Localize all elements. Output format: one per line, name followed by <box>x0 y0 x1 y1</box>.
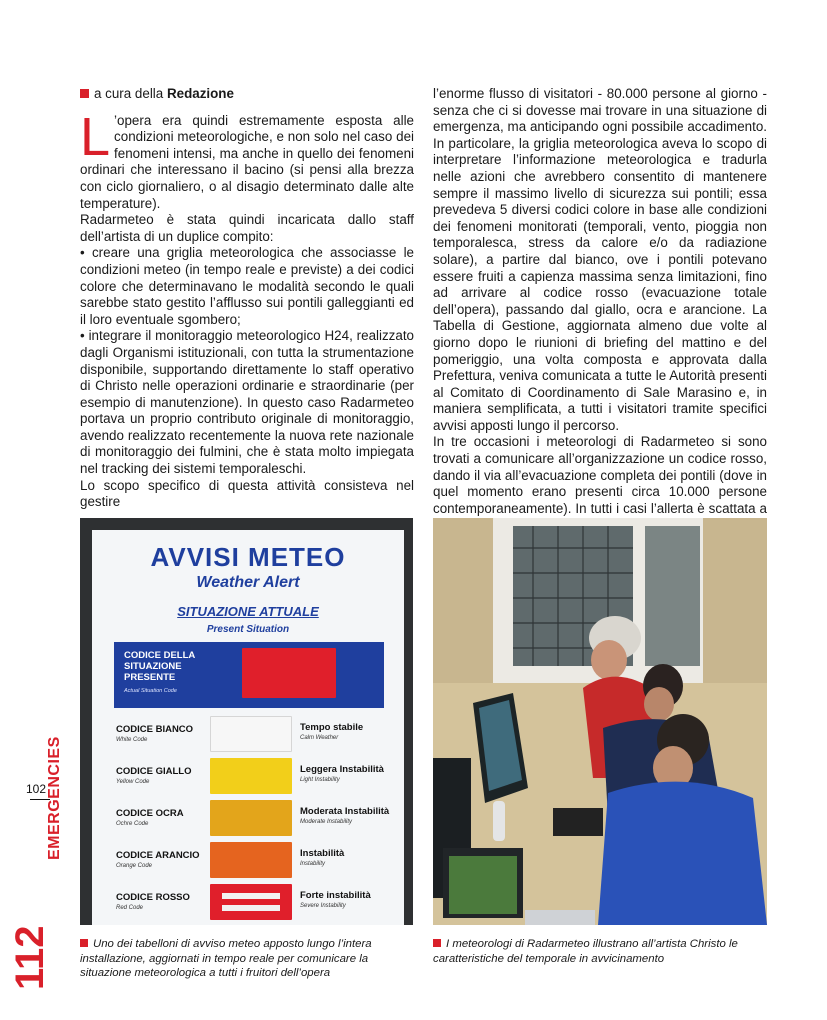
code-row-label: CODICE GIALLO <box>116 766 192 777</box>
code-row-state: Forte instabilità <box>300 890 371 901</box>
red-square-icon <box>80 89 89 98</box>
brand-logo: 112 <box>8 925 52 990</box>
code-row-sublabel: Ochre Code <box>116 821 149 827</box>
board-title: AVVISI METEO <box>150 542 346 572</box>
code-row-swatch <box>210 716 292 752</box>
code-row-state-en: Instability <box>300 861 326 867</box>
code-row-state: Leggera Instabilità <box>300 764 384 775</box>
code-row-state: Tempo stabile <box>300 722 364 733</box>
meteorologists-photo <box>433 518 767 925</box>
code-row-sublabel: Yellow Code <box>116 779 150 785</box>
code-row-state: Instabilità <box>300 848 345 859</box>
code-row-swatch <box>210 842 292 878</box>
caption-left: Uno dei tabelloni di avviso meteo apposto lungo l’intera installazione, aggiornati in tempo reale per comunicare la situazione meteorologica a tutti i fruitori dell’opera <box>80 938 372 979</box>
code-row-swatch <box>210 758 292 794</box>
code-row-label: CODICE BIANCO <box>116 724 194 735</box>
bullet-item: • integrare il monitoraggio meteorologico H24, realizzato dagli Organismi istituzionali, con tutta la strumentazione disponibile, supportando direttamente lo staff operativo di Christo nelle operazioni ordinarie e straordinarie (per esempio di manutenzione). In questo caso Radarmeteo portava un proprio contributo originale di monitoraggio, avendo realizzato recentemente la nuova rete nazionale di monitoraggio dei fulmini, che è stata molto impiegata nel tracking dei sistemi temporaleschi. <box>80 328 414 477</box>
code-row-label: CODICE OCRA <box>116 808 184 819</box>
sidebar-branding <box>0 736 63 1020</box>
magazine-name: EMERGENCIES <box>46 736 63 860</box>
red-code-stripe <box>222 893 280 899</box>
code-row-state-en: Light Instability <box>300 777 340 783</box>
caption-right: I meteorologi di Radarmeteo illustrano all’artista Christo le caratteristiche del temporale in avvicinamento <box>433 938 738 965</box>
present-situation-sub: Actual Situation Code <box>124 688 177 694</box>
dropcap: L <box>80 106 111 167</box>
code-row-label: CODICE ARANCIO <box>116 850 200 861</box>
page-number: 102 <box>26 782 47 796</box>
code-row-sublabel: Red Code <box>116 905 144 911</box>
present-situation-label: CODICE DELLA SITUAZIONE PRESENTE <box>124 650 195 683</box>
meteorologists-illustration <box>433 518 767 925</box>
code-row-state-en: Severe Instability <box>300 903 346 909</box>
paragraph: Radarmeteo è stata quindi incaricata dallo staff dell’artista di un duplice compito: <box>80 212 414 244</box>
paragraph: Lo scopo specifico di questa attività consisteva nel gestire <box>80 477 414 510</box>
board-subtitle: Weather Alert <box>196 574 300 591</box>
bullet-item: • creare una griglia meteorologica che associasse le condizioni meteo (in tempo reale e previste) a dei codici colore che determinavano le modalità secondo le quali sarebbe stato gestito l’afflusso sui pontili galleggianti ed il loro eventuale sgombero; <box>80 245 414 327</box>
present-situation-panel <box>114 642 384 708</box>
board-situation-en: Present Situation <box>206 624 290 635</box>
code-row-swatch <box>210 800 292 836</box>
red-code-stripe <box>222 905 280 911</box>
code-row-sublabel: Orange Code <box>116 863 153 869</box>
code-row-sublabel: White Code <box>116 737 148 743</box>
board-situation: SITUAZIONE ATTUALE <box>177 604 319 619</box>
code-row-state: Moderata Instabilità <box>300 806 390 817</box>
code-row-swatch <box>210 884 292 920</box>
present-code-swatch <box>242 648 336 698</box>
paragraph: l’enorme flusso di visitatori - 80.000 persone al giorno - senza che ci si dovesse mai trovare in una situazione di emergenza, ma anticipando ogni possibile accadimento. In particolare, la griglia meteorologica aveva lo scopo di interpretare l’informazione meteorologica e tradurla nelle azioni che avrebbero consentito di mantenere sempre il massimo livello di sicurezza sui pontili; essa prevedeva 5 diversi codici colore in base alle condizioni dei fenomeni monitorati (temporali, vento, pioggia non temporalesca, stress da calore e/o da radiazione solare), a partire dal bianco, ove i pontili potevano essere fruiti a capienza massima senza limitazioni, fino ad arrivare al codice rosso (evacuazione totale dell’opera), passando dal giallo, ocra e arancione. La Tabella di Gestione, aggiornata almeno due volte al giorno dopo le riunioni di briefing del mattino e del pomeriggio, una volta composta e approvata dalla Prefettura, veniva comunicata a tutte le Autorità presenti al Comitato di Coordinamento di Sale Marasino e, in maniera semplificata, a tutti i visitatori tramite specifici avvisi apposti lungo il percorso. <box>433 86 767 433</box>
byline-author: Redazione <box>166 86 234 101</box>
article-column-left <box>80 86 414 511</box>
red-square-icon <box>80 939 88 947</box>
red-square-icon <box>433 939 441 947</box>
code-row-label: CODICE ROSSO <box>116 892 190 903</box>
weather-board-photo <box>80 518 413 925</box>
byline: a cura della Redazione <box>80 86 414 103</box>
paragraph: In tre occasioni i meteorologi di Radarmeteo si sono trovati a comunicare all’organizzazione un codice rosso, dando il via all’evacuazione completa dei pontili (dove in quel momento erano presenti circa 10.000 persone contemporaneamente). In tutti i casi l’allerta è scattata a <box>433 434 767 516</box>
weather-alert-board <box>92 530 404 925</box>
article-column-right <box>433 86 767 534</box>
paragraph-intro: L ’opera era quindi estremamente esposta alle condizioni meteorologiche, e non solo nel caso dei fenomeni intensi, ma anche in quello dei fenomeni ordinari che interessano il bacino (si pensi alla brezza con ciclo giornaliero, o al disagio determinato dalle alte temperature). <box>80 106 414 211</box>
code-row-state-en: Calm Weather <box>300 735 339 741</box>
code-row-state-en: Moderate Instability <box>300 819 353 825</box>
